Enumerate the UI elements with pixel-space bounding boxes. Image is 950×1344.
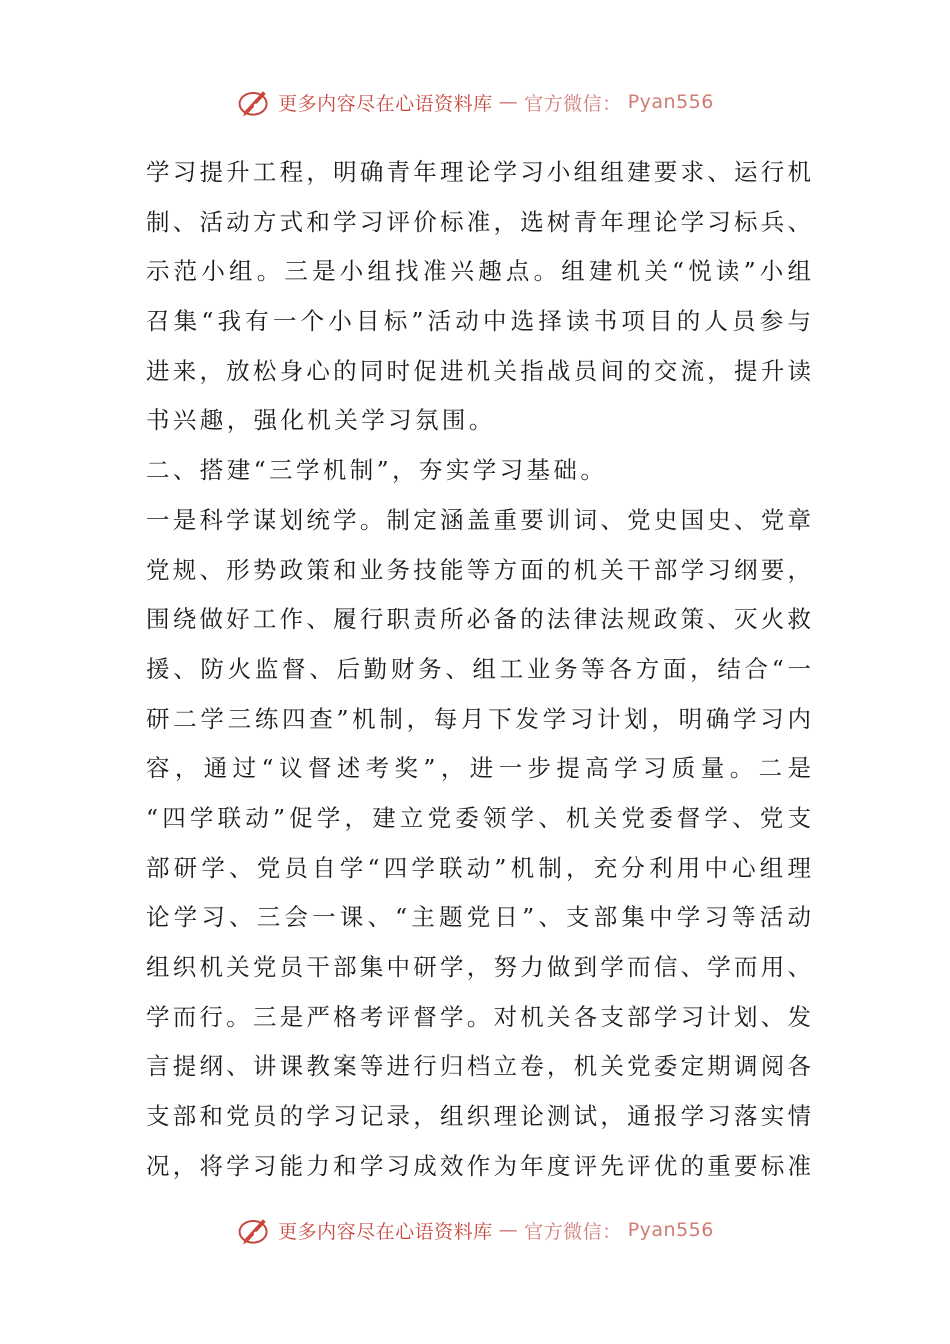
body-line-3: 示范小组。三是小组找准兴趣点。组建机关“悦读”小组	[146, 257, 811, 286]
body-line-5: 进来，放松身心的同时促进机关指战员间的交流，提升读	[146, 356, 811, 385]
body-line-8: 一是科学谋划统学。制定涵盖重要训词、党史国史、党章	[146, 505, 811, 534]
footer-watermark-dash: —	[498, 1219, 519, 1241]
footer-watermark-contact-label: 官方微信：	[524, 1220, 622, 1243]
body-line-18: 学而行。三是严格考评督学。对机关各支部学习计划、发	[146, 1002, 811, 1031]
body-line-21: 况，将学习能力和学习成效作为年度评先评优的重要标准	[146, 1151, 811, 1180]
body-line-6: 书兴趣，强化机关学习氛围。	[146, 406, 496, 435]
body-line-16: 论学习、三会一课、“主题党日”、支部集中学习等活动	[146, 903, 811, 932]
body-line-19: 言提纲、讲课教案等进行归档立卷，机关党委定期调阅各	[146, 1052, 811, 1081]
header-watermark	[0, 82, 950, 122]
body-line-12: 研二学三练四查”机制，每月下发学习计划，明确学习内	[146, 704, 811, 733]
body-line-17: 组织机关党员干部集中研学，努力做到学而信、学而用、	[146, 953, 811, 981]
body-line-13: 容，通过“议督述考奖”，进一步提高学习质量。二是	[146, 754, 811, 783]
body-line-20: 支部和党员的学习记录，组织理论测试，通报学习落实情	[146, 1102, 811, 1131]
header-watermark-contact-label: 官方微信：	[524, 92, 622, 115]
document-body	[146, 148, 811, 1191]
header-watermark-title: 更多内容尽在心语资料库	[278, 92, 493, 115]
body-line-2: 制、活动方式和学习评价标准，选树青年理论学习标兵、	[146, 207, 811, 236]
body-line-1: 学习提升工程，明确青年理论学习小组组建要求、运行机	[146, 158, 811, 186]
body-line-14: “四学联动”促学，建立党委领学、机关党委督学、党支	[146, 803, 811, 832]
pen-logo-icon	[236, 84, 272, 120]
body-line-9: 党规、形势政策和业务技能等方面的机关干部学习纲要，	[146, 555, 811, 584]
footer-watermark-contact-id: Pyan556	[627, 1219, 714, 1241]
header-watermark-dash: —	[498, 91, 519, 113]
body-line-11: 援、防火监督、后勤财务、组工业务等各方面，结合“一	[146, 654, 811, 683]
footer-watermark-title: 更多内容尽在心语资料库	[278, 1220, 493, 1243]
footer-watermark	[0, 1210, 950, 1250]
body-line-4: 召集“我有一个小目标”活动中选择读书项目的人员参与	[146, 307, 811, 336]
header-watermark-contact-id: Pyan556	[627, 91, 714, 113]
section-heading-2: 二、搭建“三学机制”，夯实学习基础。	[146, 456, 608, 485]
pen-logo-icon	[236, 1212, 272, 1248]
body-line-15: 部研学、党员自学“四学联动”机制，充分利用中心组理	[146, 853, 811, 882]
body-line-10: 围绕做好工作、履行职责所必备的法律法规政策、灭火救	[146, 605, 811, 634]
